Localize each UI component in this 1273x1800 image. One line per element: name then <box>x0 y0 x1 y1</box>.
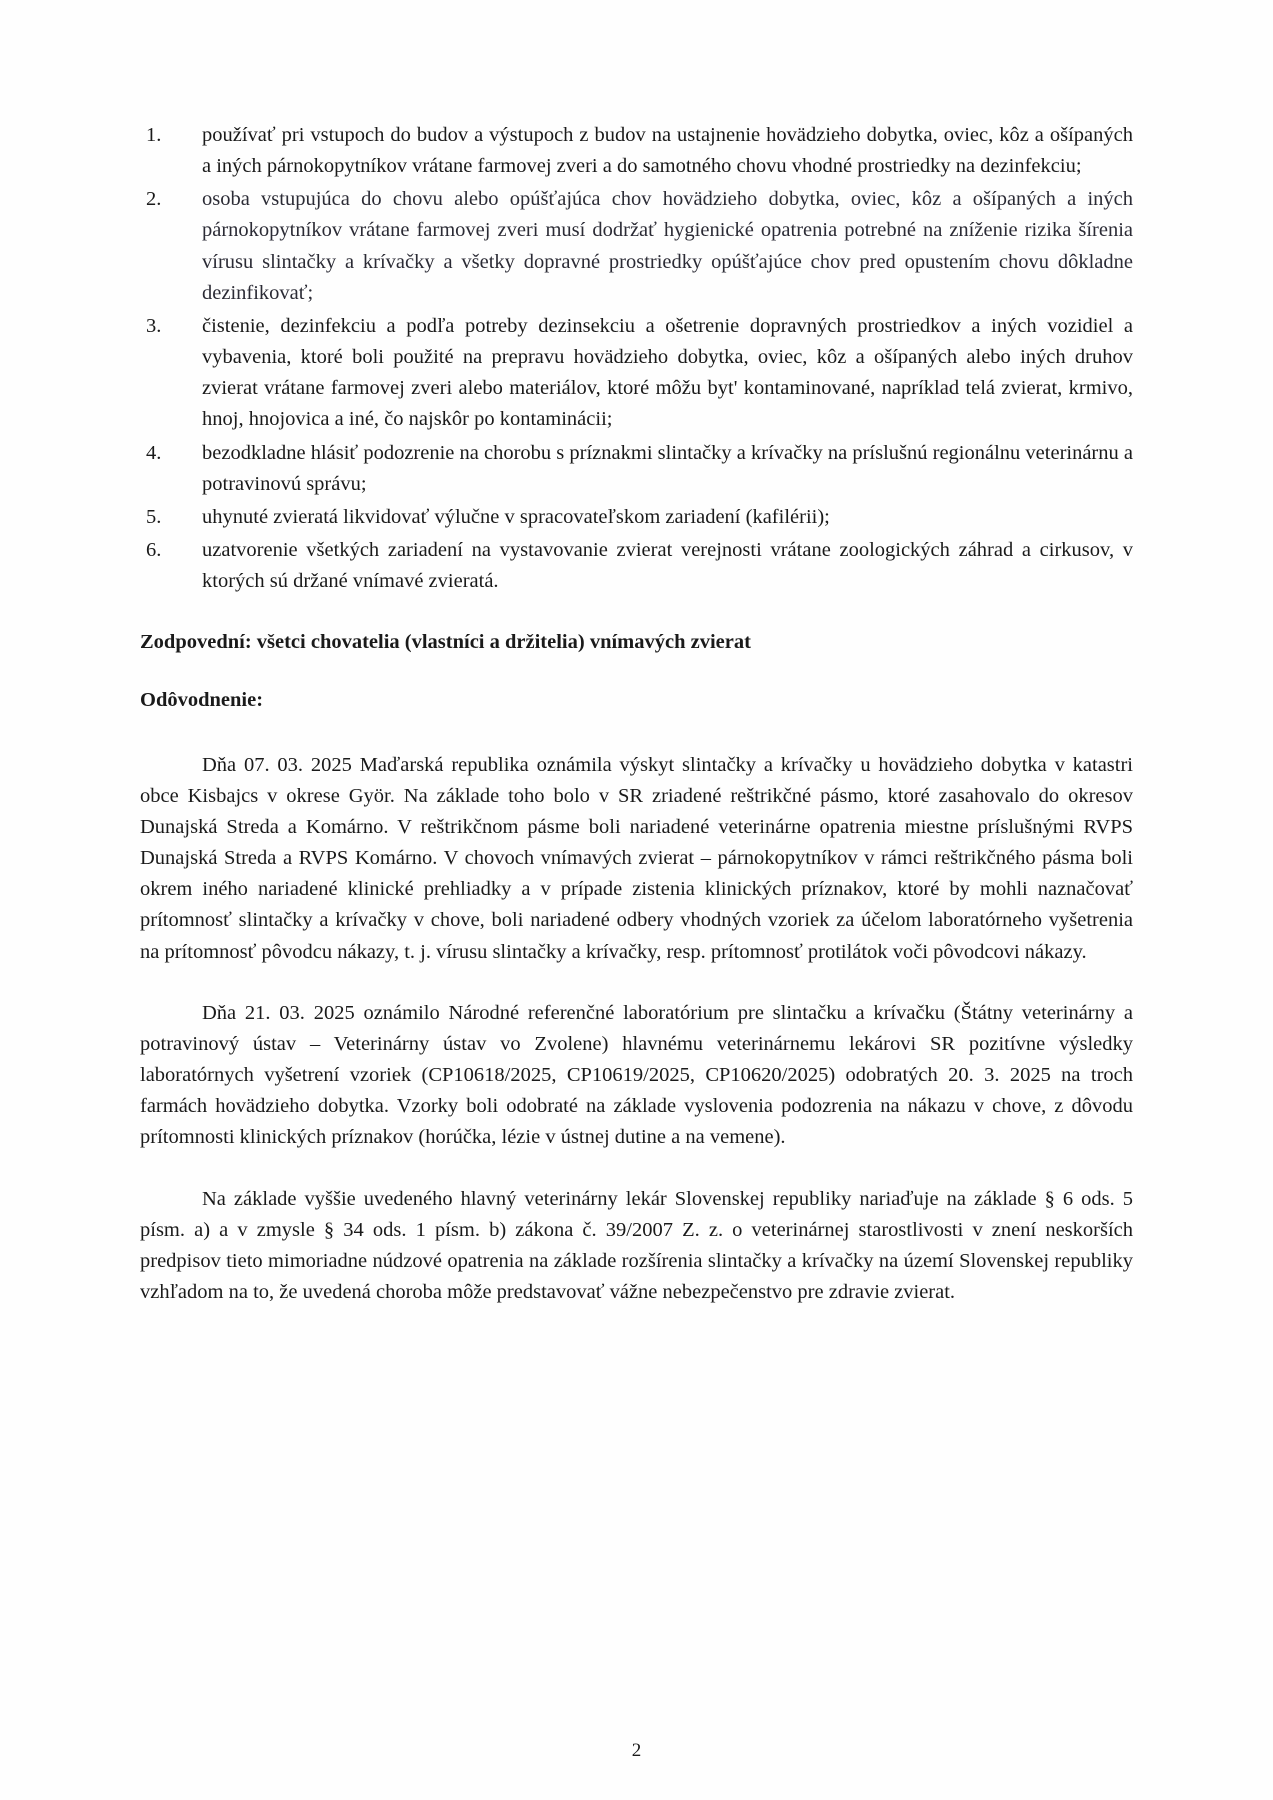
list-item <box>140 502 1133 533</box>
document-body <box>140 120 1133 1308</box>
reasoning-paragraphs <box>140 750 1133 1309</box>
list-item-text: čistenie, dezinfekciu a podľa potreby dezinsekciu a ošetrenie dopravných prostriedkov a iných vozidiel a vybavenia, ktoré boli použité na prepravu hovädzieho dobytka, oviec, kôz a ošípaných alebo iných druhov zvierat vrátane farmovej zveri alebo materiálov, ktoré môžu byt' kontaminované, napríklad telá zvierat, krmivo, hnoj, hnojovica a iné, čo najskôr po kontaminácii; <box>202 314 1133 431</box>
list-item-number: 5. <box>146 505 162 528</box>
list-item-number: 2. <box>146 188 162 211</box>
list-item-number: 3. <box>146 314 162 337</box>
measures-list <box>140 120 1133 597</box>
list-item <box>140 438 1133 500</box>
list-item-text: bezodkladne hlásiť podozrenie na chorobu s príznakmi slintačky a krívačky na príslušnú regionálnu veterinárnu a potravinovú správu; <box>202 441 1133 495</box>
list-item-text: používať pri vstupoch do budov a výstupoch z budov na ustajnenie hovädzieho dobytka, oviec, kôz a ošípaných a iných párnokopytníkov vrátane farmovej zveri a do samotného chovu vhodné prostriedky na dezinfekciu; <box>202 124 1133 178</box>
list-item-text: uzatvorenie všetkých zariadení na vystavovanie zvierat verejnosti vrátane zoologických záhrad a cirkusov, v ktorých sú držané vnímavé zvieratá. <box>202 539 1133 593</box>
list-item-text: osoba vstupujúca do chovu alebo opúšťajúca chov hovädzieho dobytka, oviec, kôz a ošípaných a iných párnokopytníkov vrátane farmovej zveri musí dodržať hygienické opatrenia potrebné na zníženie rizika šírenia vírusu slintačky a krívačky a všetky dopravné prostriedky opúšťajúce chov pred opustením chovu dôkladne dezinfikovať; <box>202 188 1133 304</box>
list-item-number: 1. <box>146 124 162 146</box>
reasoning-heading: Odôvodnenie: <box>140 688 264 711</box>
paragraph: Dňa 07. 03. 2025 Maďarská republika oznámila výskyt slintačky a krívačky u hovädzieho dobytka v katastri obce Kisbajcs v okrese Györ. Na základe toho bolo v SR zriadené reštrikčné pásmo, ktoré zasahovalo do okresov Dunajská Streda a Komárno. V reštrikčnom pásme boli nariadené veterinárne opatrenia miestne príslušnými RVPS Dunajská Streda a RVPS Komárno. V chovoch vnímavých zvierat – párnokopytníkov v rámci reštrikčného pásma boli okrem iného nariadené klinické prehliadky a v prípade zistenia klinických príznakov, ktoré by mohli naznačovať prítomnosť slintačky a krívačky v chove, boli nariadené odbery vhodných vzoriek za účelom laboratórneho vyšetrenia na prítomnosť pôvodcu nákazy, t. j. vírusu slintačky a krívačky, resp. prítomnosť protilátok voči pôvodcovi nákazy. <box>140 753 1133 963</box>
paragraph: Na základe vyššie uvedeného hlavný veterinárny lekár Slovenskej republiky nariaďuje na základe § 6 ods. 5 písm. a) a v zmysle § 34 ods. 1 písm. b) zákona č. 39/2007 Z. z. o veterinárnej starostlivosti v znení neskorších predpisov tieto mimoriadne núdzové opatrenia na základe rozšírenia slintačky a krívačky na území Slovenskej republiky vzhľadom na to, že uvedená choroba môže predstavovať vážne nebezpečenstvo pre zdravie zvierat. <box>140 1187 1133 1303</box>
list-item <box>140 184 1133 309</box>
list-item <box>140 120 1133 182</box>
page-number: 2 <box>631 1740 642 1761</box>
list-item-text: uhynuté zvieratá likvidovať výlučne v spracovateľskom zariadení (kafilérii); <box>202 505 830 528</box>
list-item <box>140 311 1133 436</box>
list-item-number: 4. <box>146 441 162 464</box>
list-item <box>140 535 1133 597</box>
paragraph: Dňa 21. 03. 2025 oznámilo Národné referenčné laboratórium pre slintačku a krívačku (Štátny veterinárny a potravinový ústav – Veterinárny ústav vo Zvolene) hlavnému veterinárnemu lekárovi SR pozitívne výsledky laboratórnych vyšetrení vzoriek (CP10618/2025, CP10619/2025, CP10620/2025) odobratých 20. 3. 2025 na troch farmách hovädzieho dobytka. Vzorky boli odobraté na základe vyslovenia podozrenia na nákazu v chove, z dôvodu prítomnosti klinických príznakov (horúčka, lézie v ústnej dutine a na vemene). <box>140 1001 1133 1149</box>
list-item-number: 6. <box>146 539 162 562</box>
responsible-parties-line: Zodpovední: všetci chovatelia (vlastníci a držitelia) vnímavých zvierat <box>140 631 751 654</box>
